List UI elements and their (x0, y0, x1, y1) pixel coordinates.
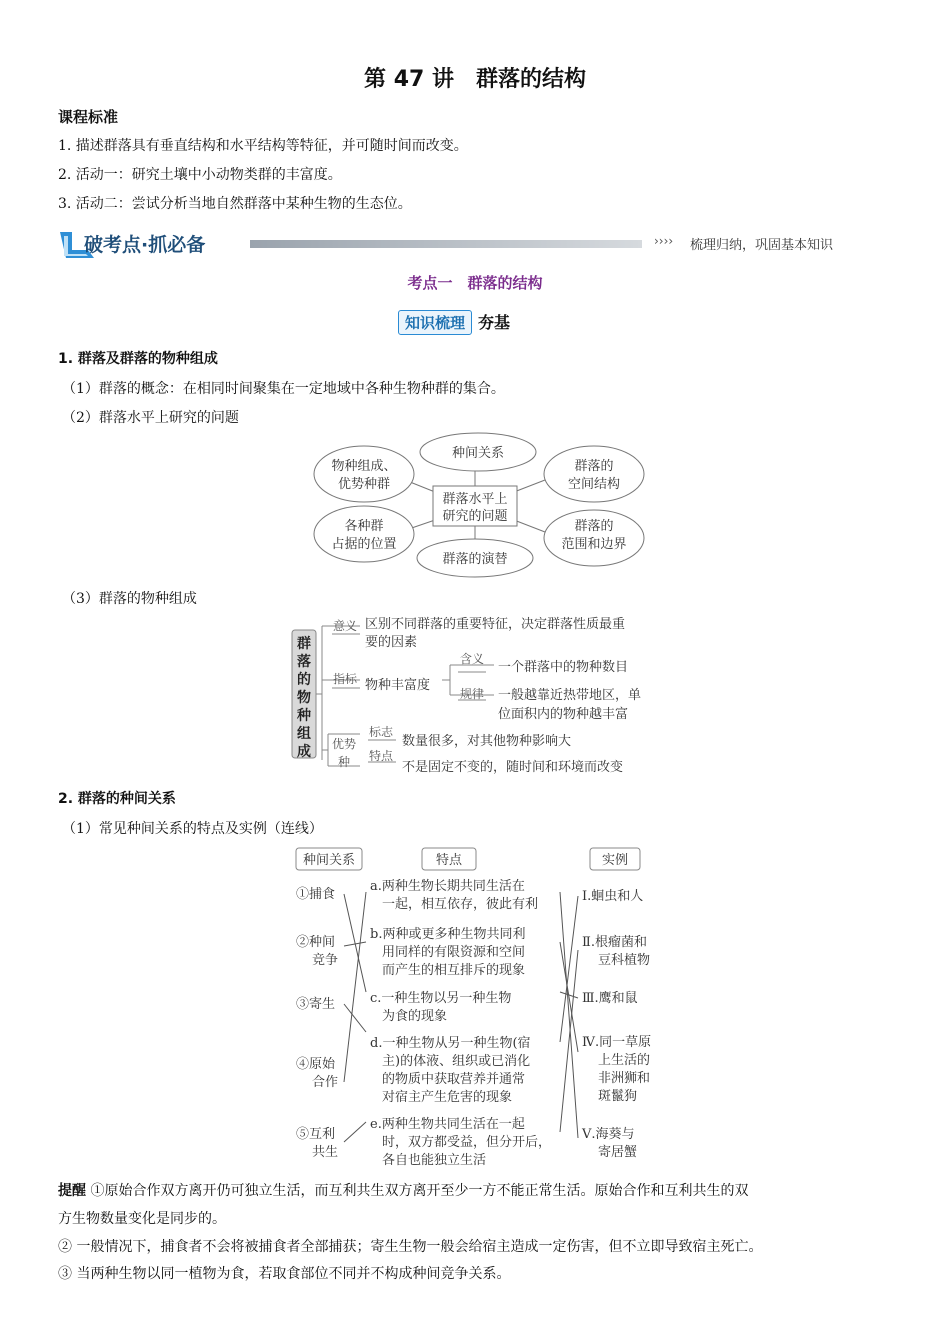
mark-label: 标志 (368, 725, 394, 739)
feature-item: 用同样的有限资源和空间 (382, 945, 526, 960)
banner-arrows-icon: ›››› (654, 234, 674, 248)
feature-item: e.两种生物共同生活在一起 (370, 1117, 525, 1132)
meaning-label: 意义 (332, 619, 358, 633)
composition-root-char: 物 (297, 690, 311, 706)
example-item: Ⅰ.蛔虫和人 (582, 889, 644, 904)
relation-item: ①捕食 (296, 887, 336, 902)
example-item: 斑鬣狗 (598, 1089, 638, 1104)
species-composition-diagram (288, 610, 668, 780)
section1-heading: 1. 群落及群落的物种组成 (58, 351, 218, 367)
note-text: ①原始合作双方离开仍可独立生活，而互利共生双方离开至少一方不能正常生活。原始合作和互利共生的双 (90, 1183, 749, 1199)
issues-center-line1: 群落水平上 (442, 492, 508, 507)
interspecific-relation-matching (292, 842, 672, 1172)
issues-node-text: 群落的演替 (442, 552, 508, 567)
feature-item: 各自也能独立生活 (382, 1153, 487, 1168)
header-relation: 种间关系 (302, 853, 356, 868)
header-example: 实例 (601, 853, 629, 868)
relation-item: ③寄生 (296, 997, 336, 1012)
rule-label: 规律 (459, 687, 485, 701)
feature-item: d.一种生物从另一种生物(宿 (370, 1036, 531, 1051)
relation-item: 合作 (312, 1075, 339, 1090)
note-label: 提醒 (58, 1183, 86, 1199)
section1-p3: （3）群落的物种组成 (62, 591, 197, 607)
note-line4: ③ 当两种生物以同一植物为食，若取食部位不同并不构成种间竞争关系。 (58, 1266, 511, 1282)
feature-item: c.一种生物以另一种生物 (370, 991, 512, 1006)
example-item: Ⅱ.根瘤菌和 (582, 935, 647, 950)
note-line1 (58, 1180, 748, 1200)
feature-item: b.两种或更多种生物共同利 (370, 927, 526, 942)
dominant-label-line2: 种 (337, 755, 351, 769)
mark-text: 数量很多，对其他物种影响大 (402, 734, 572, 749)
issues-center-line2: 研究的问题 (442, 509, 508, 524)
standard-heading: 课程标准 (58, 108, 119, 126)
standard-item: 2. 活动一：研究土壤中小动物类群的丰富度。 (58, 167, 342, 183)
example-item: 寄居蟹 (598, 1145, 638, 1160)
composition-root-char: 落 (297, 654, 311, 670)
issues-node-text: 空间结构 (567, 477, 621, 492)
standard-item: 3. 活动二：尝试分析当地自然群落中某种生物的生态位。 (58, 196, 412, 212)
composition-root-char: 组 (297, 726, 311, 742)
section-banner (58, 228, 853, 262)
feature-item: 的物质中获取营养并通常 (382, 1072, 526, 1087)
composition-root-char: 的 (297, 672, 311, 688)
feature-item: 一起，相互依存，彼此有利 (382, 897, 539, 912)
example-item: Ⅲ.鹰和鼠 (582, 991, 638, 1006)
note-line3: ② 一般情况下，捕食者不会将被捕食者全部捕获；寄生生物一般会给宿主造成一定伤害，但不立即导致宿主死亡。 (58, 1239, 763, 1255)
composition-root-char: 成 (297, 744, 311, 760)
index-term: 物种丰富度 (365, 678, 431, 693)
feature-item: 对宿主产生危害的现象 (382, 1090, 513, 1105)
issues-node-text: 各种群 (344, 519, 384, 534)
knowledge-badge (398, 310, 510, 336)
composition-root-char: 群 (297, 636, 311, 652)
standard-item: 1. 描述群落具有垂直结构和水平结构等特征，并可随时间而改变。 (58, 138, 468, 154)
definition-text: 一个群落中的物种数目 (498, 660, 629, 675)
section1-p1: （1）群落的概念：在相同时间聚集在一定地域中各种生物种群的集合。 (62, 381, 505, 397)
issues-node-text: 物种组成、 (331, 459, 397, 474)
issues-node-text: 群落的 (574, 519, 614, 534)
banner-divider (250, 240, 642, 248)
feature-item: 时，双方都受益，但分开后， (382, 1135, 552, 1150)
example-item: 非洲狮和 (598, 1071, 651, 1086)
relation-item: ②种间 (296, 935, 336, 950)
example-item: 豆科植物 (598, 953, 651, 968)
definition-label: 含义 (459, 652, 485, 666)
feature-item: a.两种生物长期共同生活在 (370, 879, 525, 894)
feature-label: 特点 (368, 749, 394, 763)
knowledge-badge-suffix: 夯基 (478, 313, 511, 332)
section1-p2: （2）群落水平上研究的问题 (62, 410, 239, 426)
meaning-text-line1: 区别不同群落的重要特征，决定群落性质最重 (365, 617, 626, 632)
dominant-label-line1: 优势 (331, 737, 357, 751)
meaning-text-line2: 要的因素 (365, 635, 418, 650)
section2-heading: 2. 群落的种间关系 (58, 791, 176, 807)
banner-subtitle: 梳理归纳，巩固基本知识 (690, 238, 834, 253)
issues-node-text: 群落的 (574, 459, 614, 474)
example-item: Ⅴ.海葵与 (582, 1127, 635, 1142)
page-title: 第 47 讲 群落的结构 (364, 67, 586, 92)
community-issues-diagram (300, 430, 660, 580)
index-label: 指标 (332, 672, 358, 686)
knowledge-badge-label: 知识梳理 (398, 310, 472, 335)
issues-node-text: 优势种群 (337, 477, 391, 492)
issues-node-text: 种间关系 (451, 446, 505, 461)
section2-p1: （1）常见种间关系的特点及实例（连线） (62, 821, 323, 837)
feature-item: 主)的体液、组织或已消化 (382, 1054, 531, 1069)
issues-node-text: 范围和边界 (561, 537, 627, 552)
header-feature: 特点 (435, 853, 463, 868)
feature-text: 不是固定不变的，随时间和环境而改变 (402, 760, 624, 775)
relation-item: ④原始 (296, 1057, 336, 1072)
composition-root-char: 种 (297, 708, 311, 724)
relation-item: 竞争 (312, 953, 339, 968)
rule-text-line1: 一般越靠近热带地区，单 (498, 688, 642, 703)
kaodian-title: 考点一 群落的结构 (407, 274, 543, 292)
feature-item: 为食的现象 (382, 1009, 448, 1024)
note-line2: 方生物数量变化是同步的。 (58, 1211, 226, 1227)
feature-item: 而产生的相互排斥的现象 (382, 963, 526, 978)
rule-text-line2: 位面积内的物种越丰富 (498, 707, 629, 722)
issues-node-text: 占据的位置 (331, 537, 397, 552)
banner-title: 破考点·抓必备 (84, 234, 206, 256)
relation-item: ⑤互利 (296, 1127, 336, 1142)
example-item: 上生活的 (598, 1053, 651, 1068)
relation-item: 共生 (312, 1145, 339, 1160)
example-item: Ⅳ.同一草原 (582, 1035, 652, 1050)
